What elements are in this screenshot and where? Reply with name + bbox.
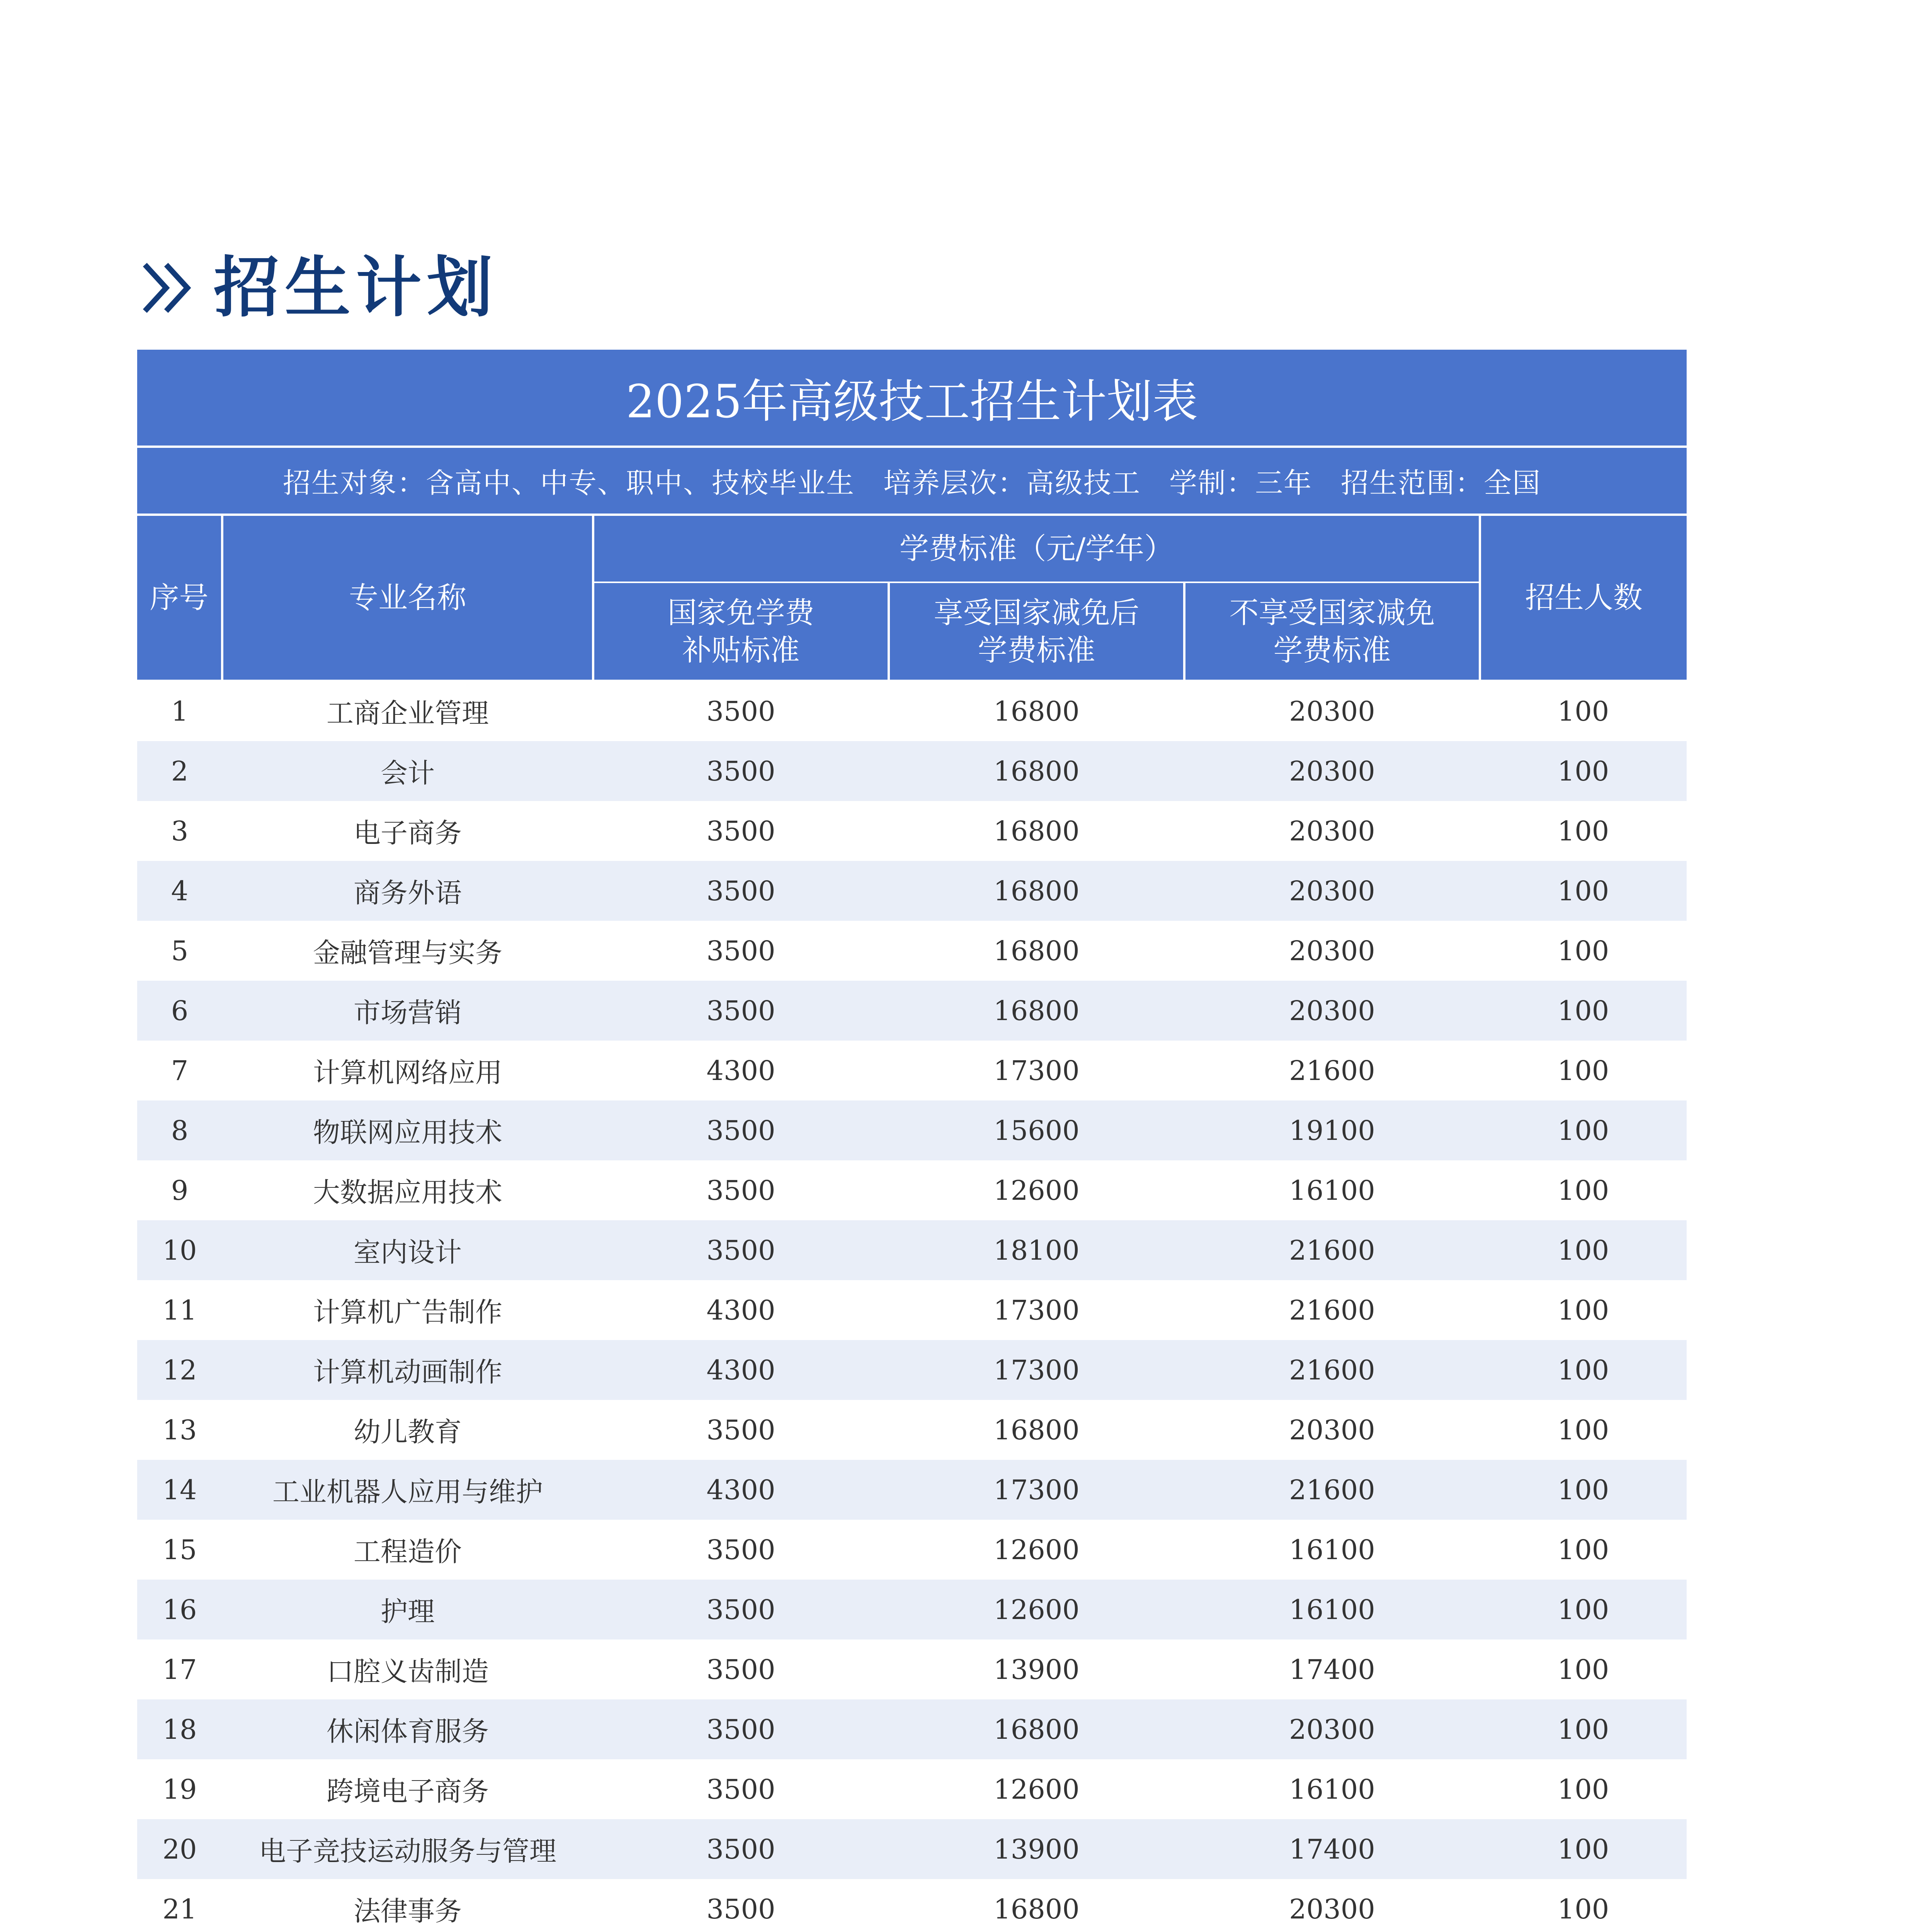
cell-full-fee: 20300 — [1184, 1400, 1480, 1460]
cell-major: 工业机器人应用与维护 — [222, 1460, 593, 1520]
cell-index: 18 — [137, 1699, 222, 1759]
cell-reduced-fee: 17300 — [889, 1340, 1184, 1400]
cell-index: 10 — [137, 1220, 222, 1280]
cell-reduced-fee: 12600 — [889, 1160, 1184, 1220]
table-row — [137, 1639, 1687, 1699]
header-subsidy — [593, 582, 889, 680]
cell-full-fee: 16100 — [1184, 1160, 1480, 1220]
cell-index: 20 — [137, 1819, 222, 1879]
cell-quota: 100 — [1480, 1100, 1687, 1160]
cell-full-fee: 19100 — [1184, 1100, 1480, 1160]
cell-subsidy: 3500 — [593, 1220, 889, 1280]
table-row — [137, 1460, 1687, 1520]
section-heading — [137, 247, 498, 328]
header-full-line2: 学费标准 — [1273, 633, 1391, 667]
cell-full-fee: 20300 — [1184, 1879, 1480, 1932]
header-reduced-line2: 学费标准 — [978, 633, 1095, 667]
cell-reduced-fee: 16800 — [889, 921, 1184, 981]
cell-subsidy: 3500 — [593, 1400, 889, 1460]
header-reduced — [889, 582, 1184, 680]
cell-quota: 100 — [1480, 1400, 1687, 1460]
cell-full-fee: 20300 — [1184, 801, 1480, 861]
cell-quota: 100 — [1480, 1340, 1687, 1400]
cell-reduced-fee: 12600 — [889, 1580, 1184, 1639]
cell-subsidy: 4300 — [593, 1041, 889, 1100]
cell-index: 7 — [137, 1041, 222, 1100]
cell-full-fee: 20300 — [1184, 921, 1480, 981]
cell-quota: 100 — [1480, 741, 1687, 801]
cell-subsidy: 3500 — [593, 981, 889, 1041]
cell-full-fee: 20300 — [1184, 861, 1480, 921]
cell-major: 物联网应用技术 — [222, 1100, 593, 1160]
cell-subsidy: 3500 — [593, 1520, 889, 1580]
cell-reduced-fee: 16800 — [889, 861, 1184, 921]
cell-quota: 100 — [1480, 1819, 1687, 1879]
cell-reduced-fee: 12600 — [889, 1759, 1184, 1819]
cell-index: 17 — [137, 1639, 222, 1699]
cell-index: 14 — [137, 1460, 222, 1520]
cell-quota: 100 — [1480, 1041, 1687, 1100]
header-quota: 招生人数 — [1480, 515, 1687, 680]
table-row — [137, 1819, 1687, 1879]
double-chevron-right-icon — [137, 257, 199, 319]
cell-quota: 100 — [1480, 861, 1687, 921]
table-row — [137, 1400, 1687, 1460]
cell-quota: 100 — [1480, 1879, 1687, 1932]
cell-reduced-fee: 16800 — [889, 1400, 1184, 1460]
header-fee-group: 学费标准（元/学年） — [593, 515, 1480, 582]
table-row — [137, 1520, 1687, 1580]
cell-subsidy: 3500 — [593, 1699, 889, 1759]
cell-major: 休闲体育服务 — [222, 1699, 593, 1759]
cell-major: 会计 — [222, 741, 593, 801]
cell-subsidy: 4300 — [593, 1280, 889, 1340]
cell-major: 计算机广告制作 — [222, 1280, 593, 1340]
table-body — [137, 680, 1687, 1932]
table-row — [137, 981, 1687, 1041]
cell-quota: 100 — [1480, 1280, 1687, 1340]
cell-full-fee: 20300 — [1184, 981, 1480, 1041]
table-row — [137, 1100, 1687, 1160]
cell-index: 21 — [137, 1879, 222, 1932]
cell-index: 2 — [137, 741, 222, 801]
cell-quota: 100 — [1480, 981, 1687, 1041]
header-reduced-line1: 享受国家减免后 — [934, 595, 1139, 630]
cell-quota: 100 — [1480, 1460, 1687, 1520]
table-row — [137, 680, 1687, 741]
cell-index: 12 — [137, 1340, 222, 1400]
cell-reduced-fee: 17300 — [889, 1041, 1184, 1100]
table-row — [137, 1280, 1687, 1340]
cell-reduced-fee: 16800 — [889, 1699, 1184, 1759]
cell-subsidy: 3500 — [593, 1100, 889, 1160]
table-row — [137, 921, 1687, 981]
cell-subsidy: 3500 — [593, 1639, 889, 1699]
cell-index: 11 — [137, 1280, 222, 1340]
cell-index: 13 — [137, 1400, 222, 1460]
cell-subsidy: 3500 — [593, 1759, 889, 1819]
cell-full-fee: 20300 — [1184, 1699, 1480, 1759]
header-index: 序号 — [137, 515, 222, 680]
cell-major: 工程造价 — [222, 1520, 593, 1580]
page-title: 招生计划 — [214, 250, 498, 326]
table-row — [137, 1160, 1687, 1220]
cell-index: 3 — [137, 801, 222, 861]
cell-quota: 100 — [1480, 1520, 1687, 1580]
cell-reduced-fee: 13900 — [889, 1819, 1184, 1879]
cell-index: 1 — [137, 680, 222, 741]
cell-major: 商务外语 — [222, 861, 593, 921]
cell-major: 工商企业管理 — [222, 680, 593, 741]
cell-reduced-fee: 15600 — [889, 1100, 1184, 1160]
cell-full-fee: 21600 — [1184, 1340, 1480, 1400]
table-row — [137, 1340, 1687, 1400]
cell-subsidy: 3500 — [593, 1819, 889, 1879]
table-row — [137, 1580, 1687, 1639]
cell-index: 9 — [137, 1160, 222, 1220]
cell-reduced-fee: 13900 — [889, 1639, 1184, 1699]
header-major: 专业名称 — [222, 515, 593, 680]
cell-full-fee: 17400 — [1184, 1639, 1480, 1699]
cell-subsidy: 3500 — [593, 741, 889, 801]
cell-full-fee: 16100 — [1184, 1759, 1480, 1819]
cell-major: 电子商务 — [222, 801, 593, 861]
cell-subsidy: 3500 — [593, 921, 889, 981]
cell-reduced-fee: 12600 — [889, 1520, 1184, 1580]
cell-reduced-fee: 18100 — [889, 1220, 1184, 1280]
cell-subsidy: 3500 — [593, 861, 889, 921]
cell-index: 8 — [137, 1100, 222, 1160]
cell-subsidy: 3500 — [593, 680, 889, 741]
cell-index: 15 — [137, 1520, 222, 1580]
cell-full-fee: 21600 — [1184, 1460, 1480, 1520]
cell-major: 护理 — [222, 1580, 593, 1639]
table-row — [137, 1041, 1687, 1100]
table-row — [137, 861, 1687, 921]
cell-subsidy: 3500 — [593, 801, 889, 861]
cell-subsidy: 4300 — [593, 1460, 889, 1520]
cell-major: 跨境电子商务 — [222, 1759, 593, 1819]
cell-major: 室内设计 — [222, 1220, 593, 1280]
cell-reduced-fee: 16800 — [889, 741, 1184, 801]
cell-major: 幼儿教育 — [222, 1400, 593, 1460]
cell-index: 5 — [137, 921, 222, 981]
header-full — [1184, 582, 1480, 680]
cell-quota: 100 — [1480, 1160, 1687, 1220]
cell-quota: 100 — [1480, 1580, 1687, 1639]
cell-index: 19 — [137, 1759, 222, 1819]
table-title: 2025年高级技工招生计划表 — [137, 350, 1687, 447]
cell-full-fee: 21600 — [1184, 1280, 1480, 1340]
cell-major: 电子竞技运动服务与管理 — [222, 1819, 593, 1879]
cell-reduced-fee: 17300 — [889, 1280, 1184, 1340]
table-row — [137, 1699, 1687, 1759]
cell-index: 16 — [137, 1580, 222, 1639]
cell-quota: 100 — [1480, 1759, 1687, 1819]
cell-major: 计算机动画制作 — [222, 1340, 593, 1400]
cell-major: 口腔义齿制造 — [222, 1639, 593, 1699]
cell-subsidy: 3500 — [593, 1160, 889, 1220]
cell-index: 4 — [137, 861, 222, 921]
cell-major: 金融管理与实务 — [222, 921, 593, 981]
cell-reduced-fee: 16800 — [889, 1879, 1184, 1932]
cell-full-fee: 17400 — [1184, 1819, 1480, 1879]
cell-major: 市场营销 — [222, 981, 593, 1041]
enrollment-plan-table — [137, 350, 1687, 1932]
cell-full-fee: 20300 — [1184, 741, 1480, 801]
cell-quota: 100 — [1480, 680, 1687, 741]
header-subsidy-line2: 补贴标准 — [682, 633, 800, 667]
cell-subsidy: 3500 — [593, 1879, 889, 1932]
cell-reduced-fee: 16800 — [889, 680, 1184, 741]
cell-subsidy: 3500 — [593, 1580, 889, 1639]
cell-quota: 100 — [1480, 1639, 1687, 1699]
cell-full-fee: 20300 — [1184, 680, 1480, 741]
table-row — [137, 1220, 1687, 1280]
cell-reduced-fee: 17300 — [889, 1460, 1184, 1520]
cell-index: 6 — [137, 981, 222, 1041]
cell-full-fee: 21600 — [1184, 1041, 1480, 1100]
cell-subsidy: 4300 — [593, 1340, 889, 1400]
table-row — [137, 801, 1687, 861]
cell-reduced-fee: 16800 — [889, 981, 1184, 1041]
header-subsidy-line1: 国家免学费 — [667, 595, 815, 630]
table-info: 招生对象：含高中、中专、职中、技校毕业生 培养层次：高级技工 学制：三年 招生范围：全国 — [137, 447, 1687, 515]
cell-full-fee: 16100 — [1184, 1580, 1480, 1639]
table-row — [137, 1759, 1687, 1819]
cell-full-fee: 16100 — [1184, 1520, 1480, 1580]
table-row — [137, 1879, 1687, 1932]
cell-full-fee: 21600 — [1184, 1220, 1480, 1280]
cell-quota: 100 — [1480, 801, 1687, 861]
cell-quota: 100 — [1480, 1699, 1687, 1759]
header-full-line1: 不享受国家减免 — [1229, 595, 1435, 630]
cell-quota: 100 — [1480, 1220, 1687, 1280]
table-row — [137, 741, 1687, 801]
cell-quota: 100 — [1480, 921, 1687, 981]
cell-major: 大数据应用技术 — [222, 1160, 593, 1220]
cell-reduced-fee: 16800 — [889, 801, 1184, 861]
cell-major: 法律事务 — [222, 1879, 593, 1932]
cell-major: 计算机网络应用 — [222, 1041, 593, 1100]
